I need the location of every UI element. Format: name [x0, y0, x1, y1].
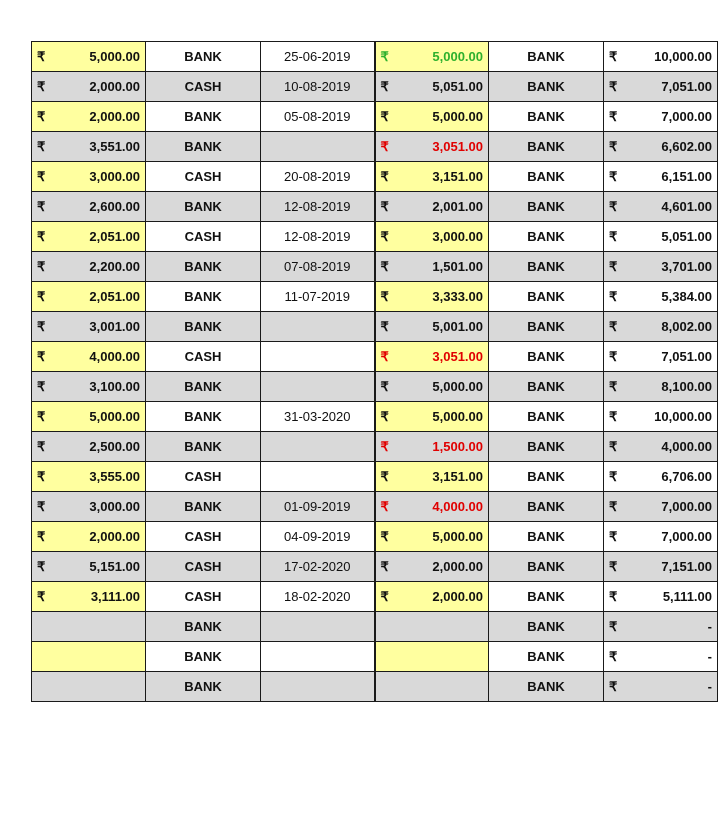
table-row — [32, 282, 718, 312]
amount-1-cell[interactable] — [32, 72, 146, 102]
payment-mode-1-cell[interactable]: CASH — [146, 522, 261, 552]
amount-2-cell[interactable] — [375, 612, 489, 642]
currency-symbol: ₹ — [37, 198, 46, 214]
amount-2-cell[interactable] — [375, 672, 489, 702]
amount-value: - — [707, 618, 712, 634]
amount-value: 5,111.00 — [662, 588, 712, 604]
payment-mode-1-cell[interactable]: BANK — [146, 612, 261, 642]
table-row — [32, 642, 718, 672]
amount-1-cell[interactable] — [32, 672, 146, 702]
amount-value: 1,500.00 — [432, 438, 483, 454]
amount-value: 3,100.00 — [89, 378, 140, 394]
currency-symbol: ₹ — [609, 108, 618, 124]
total-cell[interactable] — [604, 342, 718, 372]
date-cell[interactable]: 07-08-2019 — [261, 252, 375, 282]
date-cell[interactable] — [261, 612, 375, 642]
amount-2-cell[interactable] — [375, 222, 489, 252]
currency-symbol: ₹ — [380, 468, 389, 484]
amount-value: 3,701.00 — [661, 258, 712, 274]
amount-value: 2,000.00 — [432, 588, 483, 604]
currency-symbol: ₹ — [609, 48, 618, 64]
table-row — [32, 402, 718, 432]
payment-mode-1-cell[interactable]: BANK — [146, 492, 261, 522]
currency-symbol: ₹ — [37, 438, 46, 454]
amount-1-cell[interactable] — [32, 462, 146, 492]
date-cell[interactable] — [261, 132, 375, 162]
table-row — [32, 192, 718, 222]
currency-symbol: ₹ — [609, 528, 618, 544]
amount-value: 3,001.00 — [89, 318, 140, 334]
currency-symbol: ₹ — [37, 498, 46, 514]
amount-2-cell[interactable] — [375, 432, 489, 462]
ledger-body — [32, 42, 718, 702]
total-cell[interactable] — [604, 552, 718, 582]
currency-symbol: ₹ — [37, 258, 46, 274]
payment-mode-2-cell[interactable]: BANK — [489, 132, 604, 162]
amount-value: 7,051.00 — [661, 78, 712, 94]
date-cell[interactable]: 01-09-2019 — [261, 492, 375, 522]
currency-symbol: ₹ — [609, 318, 618, 334]
amount-1-cell[interactable] — [32, 612, 146, 642]
payment-mode-1-cell[interactable]: CASH — [146, 342, 261, 372]
amount-value: 3,111.00 — [90, 588, 140, 604]
amount-2-cell[interactable] — [375, 252, 489, 282]
amount-2-cell[interactable] — [375, 132, 489, 162]
currency-symbol: ₹ — [37, 348, 46, 364]
amount-value: 2,500.00 — [89, 438, 140, 454]
currency-symbol: ₹ — [380, 588, 389, 604]
amount-value: 10,000.00 — [654, 408, 712, 424]
amount-value: 7,000.00 — [661, 108, 712, 124]
payment-mode-1-cell[interactable]: BANK — [146, 402, 261, 432]
table-row — [32, 432, 718, 462]
amount-value: 8,100.00 — [661, 378, 712, 394]
payment-mode-2-cell[interactable]: BANK — [489, 372, 604, 402]
amount-value: - — [707, 648, 712, 664]
total-cell[interactable] — [604, 162, 718, 192]
table-row — [32, 672, 718, 702]
amount-value: 6,706.00 — [661, 468, 712, 484]
currency-symbol: ₹ — [609, 228, 618, 244]
amount-value: 4,000.00 — [432, 498, 483, 514]
amount-value: - — [707, 678, 712, 694]
amount-1-cell[interactable] — [32, 372, 146, 402]
table-row — [32, 342, 718, 372]
amount-value: 2,600.00 — [89, 198, 140, 214]
amount-value: 3,000.00 — [89, 168, 140, 184]
currency-symbol: ₹ — [609, 168, 618, 184]
payment-mode-2-cell[interactable]: BANK — [489, 402, 604, 432]
payment-mode-1-cell[interactable]: BANK — [146, 432, 261, 462]
currency-symbol: ₹ — [609, 78, 618, 94]
currency-symbol: ₹ — [380, 288, 389, 304]
currency-symbol: ₹ — [380, 198, 389, 214]
currency-symbol: ₹ — [380, 348, 389, 364]
amount-value: 2,000.00 — [89, 78, 140, 94]
amount-1-cell[interactable] — [32, 282, 146, 312]
currency-symbol: ₹ — [380, 528, 389, 544]
currency-symbol: ₹ — [380, 438, 389, 454]
amount-2-cell[interactable] — [375, 192, 489, 222]
amount-2-cell[interactable] — [375, 42, 489, 72]
date-cell[interactable]: 18-02-2020 — [261, 582, 375, 612]
total-cell[interactable] — [604, 252, 718, 282]
payment-mode-1-cell[interactable]: CASH — [146, 72, 261, 102]
amount-1-cell[interactable] — [32, 642, 146, 672]
currency-symbol: ₹ — [37, 48, 46, 64]
table-row — [32, 372, 718, 402]
payment-mode-2-cell[interactable]: BANK — [489, 282, 604, 312]
amount-1-cell[interactable] — [32, 432, 146, 462]
amount-value: 5,000.00 — [432, 48, 483, 64]
currency-symbol: ₹ — [37, 168, 46, 184]
amount-1-cell[interactable] — [32, 252, 146, 282]
date-cell[interactable]: 04-09-2019 — [261, 522, 375, 552]
table-row — [32, 582, 718, 612]
date-cell[interactable]: 11-07-2019 — [261, 282, 375, 312]
currency-symbol: ₹ — [609, 678, 618, 694]
amount-2-cell[interactable] — [375, 642, 489, 672]
currency-symbol: ₹ — [380, 408, 389, 424]
amount-value: 2,051.00 — [89, 288, 140, 304]
amount-value: 3,051.00 — [432, 138, 483, 154]
amount-value: 5,000.00 — [432, 108, 483, 124]
payment-mode-1-cell[interactable]: BANK — [146, 192, 261, 222]
total-cell[interactable] — [604, 402, 718, 432]
payment-mode-1-cell[interactable]: CASH — [146, 162, 261, 192]
table-row — [32, 162, 718, 192]
amount-1-cell[interactable] — [32, 162, 146, 192]
amount-2-cell[interactable] — [375, 582, 489, 612]
payment-mode-2-cell[interactable]: BANK — [489, 642, 604, 672]
table-row — [32, 42, 718, 72]
currency-symbol: ₹ — [609, 618, 618, 634]
date-cell[interactable] — [261, 642, 375, 672]
payment-mode-2-cell[interactable]: BANK — [489, 72, 604, 102]
amount-value: 2,000.00 — [432, 558, 483, 574]
payment-mode-1-cell[interactable]: CASH — [146, 222, 261, 252]
amount-value: 4,000.00 — [89, 348, 140, 364]
amount-2-cell[interactable] — [375, 492, 489, 522]
currency-symbol: ₹ — [37, 108, 46, 124]
amount-value: 5,151.00 — [89, 558, 140, 574]
payment-mode-2-cell[interactable]: BANK — [489, 462, 604, 492]
amount-value: 2,200.00 — [89, 258, 140, 274]
total-cell[interactable] — [604, 522, 718, 552]
amount-value: 5,051.00 — [432, 78, 483, 94]
amount-value: 2,001.00 — [432, 198, 483, 214]
date-cell[interactable]: 31-03-2020 — [261, 402, 375, 432]
total-cell[interactable] — [604, 72, 718, 102]
amount-value: 10,000.00 — [654, 48, 712, 64]
amount-value: 7,051.00 — [661, 348, 712, 364]
amount-1-cell[interactable] — [32, 222, 146, 252]
amount-2-cell[interactable] — [375, 522, 489, 552]
total-cell[interactable] — [604, 672, 718, 702]
amount-1-cell[interactable] — [32, 402, 146, 432]
amount-value: 5,051.00 — [661, 228, 712, 244]
payment-mode-2-cell[interactable]: BANK — [489, 552, 604, 582]
total-cell[interactable] — [604, 282, 718, 312]
currency-symbol: ₹ — [609, 438, 618, 454]
amount-value: 5,000.00 — [432, 528, 483, 544]
amount-2-cell[interactable] — [375, 402, 489, 432]
payment-mode-2-cell[interactable]: BANK — [489, 192, 604, 222]
amount-value: 5,000.00 — [89, 408, 140, 424]
currency-symbol: ₹ — [37, 378, 46, 394]
amount-value: 7,000.00 — [661, 528, 712, 544]
date-cell[interactable] — [261, 372, 375, 402]
amount-value: 5,000.00 — [89, 48, 140, 64]
currency-symbol: ₹ — [380, 108, 389, 124]
total-cell[interactable] — [604, 132, 718, 162]
total-cell[interactable] — [604, 582, 718, 612]
amount-value: 3,555.00 — [89, 468, 140, 484]
amount-2-cell[interactable] — [375, 162, 489, 192]
currency-symbol: ₹ — [380, 78, 389, 94]
amount-value: 2,051.00 — [89, 228, 140, 244]
amount-2-cell[interactable] — [375, 462, 489, 492]
payment-mode-1-cell[interactable]: CASH — [146, 582, 261, 612]
table-row — [32, 522, 718, 552]
currency-symbol: ₹ — [37, 318, 46, 334]
payment-mode-1-cell[interactable]: BANK — [146, 642, 261, 672]
payment-mode-2-cell[interactable]: BANK — [489, 522, 604, 552]
table-row — [32, 132, 718, 162]
amount-value: 4,000.00 — [661, 438, 712, 454]
currency-symbol: ₹ — [37, 78, 46, 94]
currency-symbol: ₹ — [609, 288, 618, 304]
currency-symbol: ₹ — [380, 258, 389, 274]
date-cell[interactable]: 20-08-2019 — [261, 162, 375, 192]
table-row — [32, 72, 718, 102]
currency-symbol: ₹ — [380, 138, 389, 154]
currency-symbol: ₹ — [609, 408, 618, 424]
amount-1-cell[interactable] — [32, 132, 146, 162]
currency-symbol: ₹ — [37, 228, 46, 244]
total-cell[interactable] — [604, 642, 718, 672]
payment-mode-1-cell[interactable]: CASH — [146, 462, 261, 492]
payment-mode-2-cell[interactable]: BANK — [489, 432, 604, 462]
payment-mode-1-cell[interactable]: BANK — [146, 132, 261, 162]
payment-mode-2-cell[interactable]: BANK — [489, 492, 604, 522]
amount-value: 6,602.00 — [661, 138, 712, 154]
payment-mode-1-cell[interactable]: BANK — [146, 282, 261, 312]
amount-1-cell[interactable] — [32, 312, 146, 342]
currency-symbol: ₹ — [380, 168, 389, 184]
amount-1-cell[interactable] — [32, 552, 146, 582]
amount-value: 4,601.00 — [661, 198, 712, 214]
amount-1-cell[interactable] — [32, 522, 146, 552]
total-cell[interactable] — [604, 432, 718, 462]
date-cell[interactable]: 12-08-2019 — [261, 192, 375, 222]
amount-value: 3,000.00 — [89, 498, 140, 514]
amount-value: 5,001.00 — [432, 318, 483, 334]
amount-2-cell[interactable] — [375, 552, 489, 582]
table-row — [32, 222, 718, 252]
date-cell[interactable]: 05-08-2019 — [261, 102, 375, 132]
payment-mode-1-cell[interactable]: BANK — [146, 102, 261, 132]
currency-symbol: ₹ — [609, 468, 618, 484]
total-cell[interactable] — [604, 42, 718, 72]
date-cell[interactable] — [261, 432, 375, 462]
amount-value: 2,000.00 — [89, 528, 140, 544]
amount-value: 3,151.00 — [432, 468, 483, 484]
table-row — [32, 102, 718, 132]
amount-1-cell[interactable] — [32, 492, 146, 522]
currency-symbol: ₹ — [609, 498, 618, 514]
amount-value: 2,000.00 — [89, 108, 140, 124]
currency-symbol: ₹ — [37, 558, 46, 574]
total-cell[interactable] — [604, 462, 718, 492]
amount-value: 3,333.00 — [432, 288, 483, 304]
currency-symbol: ₹ — [37, 138, 46, 154]
amount-value: 7,000.00 — [661, 498, 712, 514]
total-cell[interactable] — [604, 492, 718, 522]
payment-mode-2-cell[interactable]: BANK — [489, 252, 604, 282]
currency-symbol: ₹ — [609, 138, 618, 154]
amount-value: 5,000.00 — [432, 408, 483, 424]
currency-symbol: ₹ — [380, 498, 389, 514]
table-row — [32, 492, 718, 522]
currency-symbol: ₹ — [609, 588, 618, 604]
amount-2-cell[interactable] — [375, 342, 489, 372]
table-row — [32, 312, 718, 342]
payment-mode-2-cell[interactable]: BANK — [489, 312, 604, 342]
amount-value: 3,000.00 — [432, 228, 483, 244]
date-cell[interactable] — [261, 462, 375, 492]
amount-1-cell[interactable] — [32, 102, 146, 132]
payment-mode-2-cell[interactable]: BANK — [489, 42, 604, 72]
payment-mode-1-cell[interactable]: BANK — [146, 372, 261, 402]
amount-value: 3,551.00 — [89, 138, 140, 154]
total-cell[interactable] — [604, 312, 718, 342]
amount-value: 7,151.00 — [661, 558, 712, 574]
date-cell[interactable]: 12-08-2019 — [261, 222, 375, 252]
date-cell[interactable] — [261, 672, 375, 702]
total-cell[interactable] — [604, 222, 718, 252]
payment-mode-2-cell[interactable]: BANK — [489, 582, 604, 612]
total-cell[interactable] — [604, 192, 718, 222]
currency-symbol: ₹ — [37, 588, 46, 604]
currency-symbol: ₹ — [380, 228, 389, 244]
currency-symbol: ₹ — [609, 258, 618, 274]
amount-2-cell[interactable] — [375, 72, 489, 102]
ledger-table — [31, 41, 718, 702]
date-cell[interactable] — [261, 342, 375, 372]
amount-value: 8,002.00 — [661, 318, 712, 334]
currency-symbol: ₹ — [37, 528, 46, 544]
currency-symbol: ₹ — [609, 198, 618, 214]
currency-symbol: ₹ — [380, 558, 389, 574]
total-cell[interactable] — [604, 612, 718, 642]
payment-mode-1-cell[interactable]: BANK — [146, 42, 261, 72]
table-row — [32, 462, 718, 492]
payment-mode-2-cell[interactable]: BANK — [489, 342, 604, 372]
amount-value: 5,384.00 — [661, 288, 712, 304]
date-cell[interactable]: 10-08-2019 — [261, 72, 375, 102]
payment-mode-2-cell[interactable]: BANK — [489, 162, 604, 192]
currency-symbol: ₹ — [380, 318, 389, 334]
amount-2-cell[interactable] — [375, 372, 489, 402]
currency-symbol: ₹ — [37, 408, 46, 424]
amount-value: 6,151.00 — [661, 168, 712, 184]
payment-mode-1-cell[interactable]: BANK — [146, 312, 261, 342]
table-row — [32, 552, 718, 582]
currency-symbol: ₹ — [609, 558, 618, 574]
payment-mode-1-cell[interactable]: CASH — [146, 552, 261, 582]
amount-value: 5,000.00 — [432, 378, 483, 394]
payment-mode-2-cell[interactable]: BANK — [489, 222, 604, 252]
amount-2-cell[interactable] — [375, 282, 489, 312]
table-row — [32, 252, 718, 282]
amount-1-cell[interactable] — [32, 42, 146, 72]
payment-mode-2-cell[interactable]: BANK — [489, 672, 604, 702]
amount-2-cell[interactable] — [375, 312, 489, 342]
payment-mode-2-cell[interactable]: BANK — [489, 102, 604, 132]
payment-mode-1-cell[interactable]: BANK — [146, 252, 261, 282]
amount-value: 3,051.00 — [432, 348, 483, 364]
currency-symbol: ₹ — [609, 348, 618, 364]
currency-symbol: ₹ — [380, 48, 389, 64]
total-cell[interactable] — [604, 372, 718, 402]
currency-symbol: ₹ — [380, 378, 389, 394]
currency-symbol: ₹ — [37, 468, 46, 484]
table-row — [32, 612, 718, 642]
amount-value: 1,501.00 — [432, 258, 483, 274]
amount-2-cell[interactable] — [375, 102, 489, 132]
amount-1-cell[interactable] — [32, 192, 146, 222]
date-cell[interactable] — [261, 312, 375, 342]
date-cell[interactable]: 17-02-2020 — [261, 552, 375, 582]
date-cell[interactable]: 25-06-2019 — [261, 42, 375, 72]
amount-1-cell[interactable] — [32, 342, 146, 372]
currency-symbol: ₹ — [609, 378, 618, 394]
total-cell[interactable] — [604, 102, 718, 132]
amount-value: 3,151.00 — [432, 168, 483, 184]
amount-1-cell[interactable] — [32, 582, 146, 612]
payment-mode-1-cell[interactable]: BANK — [146, 672, 261, 702]
payment-mode-2-cell[interactable]: BANK — [489, 612, 604, 642]
currency-symbol: ₹ — [37, 288, 46, 304]
currency-symbol: ₹ — [609, 648, 618, 664]
